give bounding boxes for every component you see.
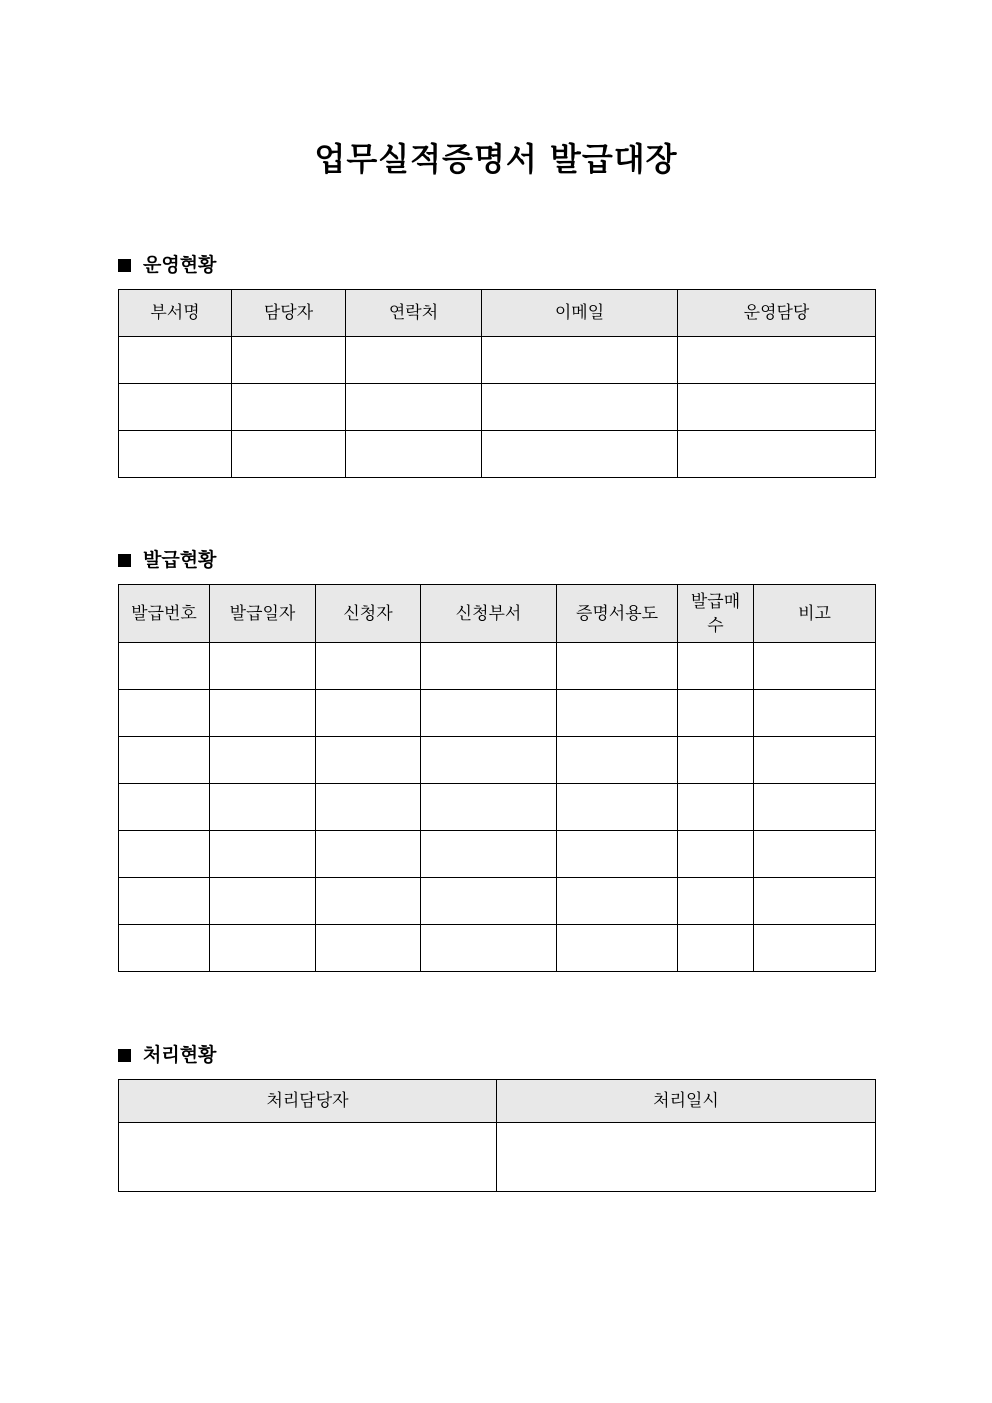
table-cell[interactable] xyxy=(754,737,876,784)
table-row xyxy=(119,737,876,784)
table-cell[interactable] xyxy=(119,831,210,878)
table-cell[interactable] xyxy=(557,925,678,972)
table-row xyxy=(119,831,876,878)
table-cell[interactable] xyxy=(557,643,678,690)
table-cell[interactable] xyxy=(316,737,421,784)
table-cell[interactable] xyxy=(497,1123,876,1192)
page-title: 업무실적증명서 발급대장 xyxy=(314,140,678,178)
table-cell[interactable] xyxy=(678,925,754,972)
table-cell[interactable] xyxy=(210,878,316,925)
table-row xyxy=(119,925,876,972)
table-cell[interactable] xyxy=(678,737,754,784)
column-header-email: 이메일 xyxy=(482,290,678,337)
table-cell[interactable] xyxy=(754,643,876,690)
table-cell[interactable] xyxy=(119,925,210,972)
table-cell[interactable] xyxy=(421,643,557,690)
table-cell[interactable] xyxy=(210,831,316,878)
table-cell[interactable] xyxy=(210,925,316,972)
table-cell[interactable] xyxy=(210,643,316,690)
table-header-row xyxy=(119,585,876,643)
table-cell[interactable] xyxy=(316,925,421,972)
table-cell[interactable] xyxy=(119,737,210,784)
square-bullet-icon xyxy=(118,1049,131,1062)
column-header-operation-manager: 운영담당 xyxy=(678,290,876,337)
table-cell[interactable] xyxy=(678,431,876,478)
table-cell[interactable] xyxy=(346,337,482,384)
operation-status-table xyxy=(118,289,876,478)
table-cell[interactable] xyxy=(119,337,232,384)
processing-section-title: 처리현황 xyxy=(143,1044,217,1066)
table-row xyxy=(119,1123,876,1192)
table-row xyxy=(119,384,876,431)
table-row xyxy=(119,878,876,925)
table-cell[interactable] xyxy=(421,690,557,737)
issuance-section-title: 발급현황 xyxy=(143,549,217,571)
table-cell[interactable] xyxy=(210,737,316,784)
table-cell[interactable] xyxy=(754,784,876,831)
table-cell[interactable] xyxy=(678,878,754,925)
table-cell[interactable] xyxy=(678,831,754,878)
operation-section-heading xyxy=(118,253,216,277)
table-row xyxy=(119,690,876,737)
table-cell[interactable] xyxy=(210,784,316,831)
column-header-applicant: 신청자 xyxy=(316,585,421,643)
table-cell[interactable] xyxy=(421,831,557,878)
column-header-certificate-purpose: 증명서용도 xyxy=(557,585,678,643)
column-header-applicant-department: 신청부서 xyxy=(421,585,557,643)
table-cell[interactable] xyxy=(557,737,678,784)
table-cell[interactable] xyxy=(482,337,678,384)
table-cell[interactable] xyxy=(119,690,210,737)
table-row xyxy=(119,337,876,384)
column-header-copies-issued: 발급매수 xyxy=(678,585,754,643)
table-cell[interactable] xyxy=(557,878,678,925)
table-cell[interactable] xyxy=(316,878,421,925)
table-row xyxy=(119,784,876,831)
processing-status-table xyxy=(118,1079,876,1192)
table-cell[interactable] xyxy=(421,878,557,925)
table-cell[interactable] xyxy=(482,431,678,478)
table-cell[interactable] xyxy=(421,925,557,972)
issuance-status-table xyxy=(118,584,876,972)
table-cell[interactable] xyxy=(316,831,421,878)
table-cell[interactable] xyxy=(119,384,232,431)
table-cell[interactable] xyxy=(421,784,557,831)
table-cell[interactable] xyxy=(316,690,421,737)
table-cell[interactable] xyxy=(557,784,678,831)
table-cell[interactable] xyxy=(316,784,421,831)
table-cell[interactable] xyxy=(232,384,346,431)
table-row xyxy=(119,643,876,690)
column-header-processing-datetime: 처리일시 xyxy=(497,1080,876,1123)
table-cell[interactable] xyxy=(557,690,678,737)
table-cell[interactable] xyxy=(754,878,876,925)
issuance-section-heading xyxy=(118,548,216,572)
table-cell[interactable] xyxy=(421,737,557,784)
table-cell[interactable] xyxy=(119,643,210,690)
column-header-remarks: 비고 xyxy=(754,585,876,643)
column-header-contact: 연락처 xyxy=(346,290,482,337)
table-cell[interactable] xyxy=(678,643,754,690)
table-cell[interactable] xyxy=(119,1123,497,1192)
column-header-issue-number: 발급번호 xyxy=(119,585,210,643)
table-cell[interactable] xyxy=(346,384,482,431)
table-cell[interactable] xyxy=(678,784,754,831)
table-cell[interactable] xyxy=(210,690,316,737)
table-cell[interactable] xyxy=(557,831,678,878)
table-cell[interactable] xyxy=(678,384,876,431)
table-header-row xyxy=(119,1080,876,1123)
table-cell[interactable] xyxy=(754,690,876,737)
table-cell[interactable] xyxy=(232,337,346,384)
table-header-row xyxy=(119,290,876,337)
operation-section-title: 운영현황 xyxy=(143,254,217,276)
processing-section-heading xyxy=(118,1043,216,1067)
table-cell[interactable] xyxy=(119,878,210,925)
column-header-department: 부서명 xyxy=(119,290,232,337)
column-header-manager: 담당자 xyxy=(232,290,346,337)
table-cell[interactable] xyxy=(232,431,346,478)
table-cell[interactable] xyxy=(316,643,421,690)
table-cell[interactable] xyxy=(119,784,210,831)
table-row xyxy=(119,431,876,478)
table-cell[interactable] xyxy=(482,384,678,431)
table-cell[interactable] xyxy=(678,337,876,384)
column-header-issue-date: 발급일자 xyxy=(210,585,316,643)
column-header-processing-manager: 처리담당자 xyxy=(119,1080,497,1123)
table-cell[interactable] xyxy=(678,690,754,737)
table-cell[interactable] xyxy=(119,431,232,478)
square-bullet-icon xyxy=(118,259,131,272)
table-cell[interactable] xyxy=(754,831,876,878)
table-cell[interactable] xyxy=(754,925,876,972)
table-cell[interactable] xyxy=(346,431,482,478)
square-bullet-icon xyxy=(118,554,131,567)
